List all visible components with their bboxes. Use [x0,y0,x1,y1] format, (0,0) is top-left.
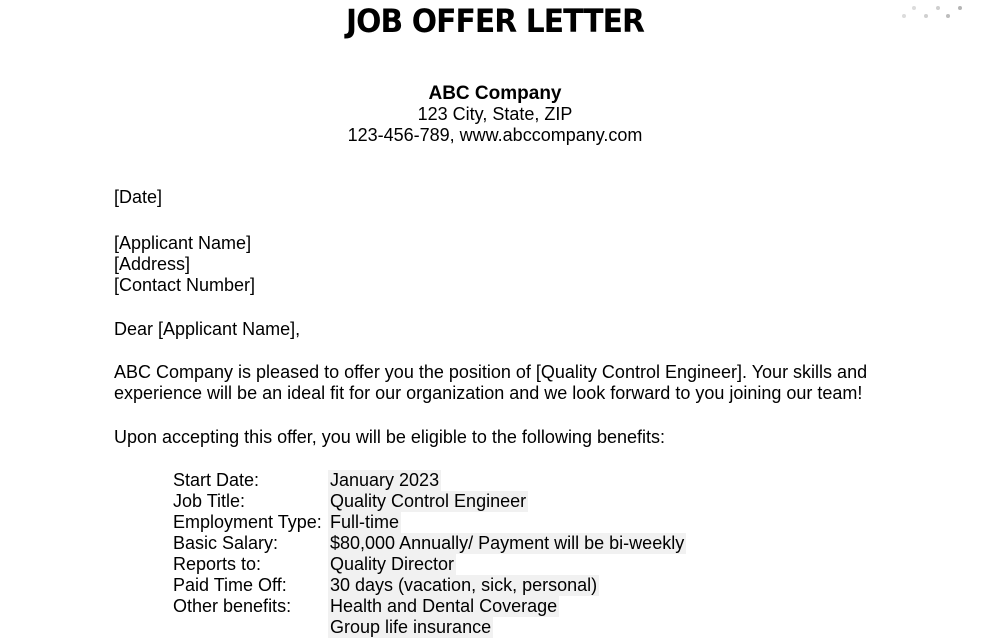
detail-row-reports-to [173,554,686,575]
letter-date: [Date] [114,187,163,207]
detail-row-other-benefits [173,596,686,617]
company-header [0,83,990,146]
detail-row-basic-salary [173,533,686,554]
detail-label: Reports to: [173,554,262,574]
detail-label: Basic Salary: [173,533,279,553]
detail-row-job-title [173,491,686,512]
document-title: JOB OFFER LETTER [346,2,644,40]
offer-paragraph-line: ABC Company is pleased to offer you the position of [Quality Control Engineer]. Your skills and [114,362,868,382]
offer-paragraph [114,362,867,404]
applicant-name: [Applicant Name] [114,233,252,253]
detail-label: Employment Type: [173,512,322,532]
detail-value: Quality Director [330,554,455,574]
detail-value: $80,000 Annually/ Payment will be bi-weekly [330,533,685,553]
detail-row-paid-time-off [173,575,686,596]
decorative-dots-icon [898,2,978,24]
detail-value: Health and Dental Coverage [330,596,558,616]
detail-value: Group life insurance [330,617,492,637]
applicant-contact: [Contact Number] [114,275,256,295]
detail-value: 30 days (vacation, sick, personal) [330,575,598,595]
offer-paragraph-line: experience will be an ideal fit for our organization and we look forward to you joining our team! [114,383,863,403]
detail-label: Start Date: [173,470,260,490]
benefits-intro: Upon accepting this offer, you will be eligible to the following benefits: [114,427,666,447]
company-name: ABC Company [428,83,562,104]
applicant-address: [Address] [114,254,191,274]
detail-row-employment-type [173,512,686,533]
greeting: Dear [Applicant Name], [114,319,301,339]
detail-label: Job Title: [173,491,246,511]
detail-row-other-benefits-continued [173,617,686,638]
detail-row-start-date [173,470,686,491]
detail-label [173,617,330,638]
detail-label: Other benefits: [173,596,292,616]
company-contact: 123-456-789, www.abccompany.com [347,125,643,145]
company-address: 123 City, State, ZIP [417,104,573,124]
detail-value: January 2023 [330,470,440,490]
applicant-block [114,233,255,296]
detail-value: Full-time [330,512,400,532]
detail-value: Quality Control Engineer [330,491,527,511]
offer-details-list [173,470,686,638]
detail-label: Paid Time Off: [173,575,287,595]
